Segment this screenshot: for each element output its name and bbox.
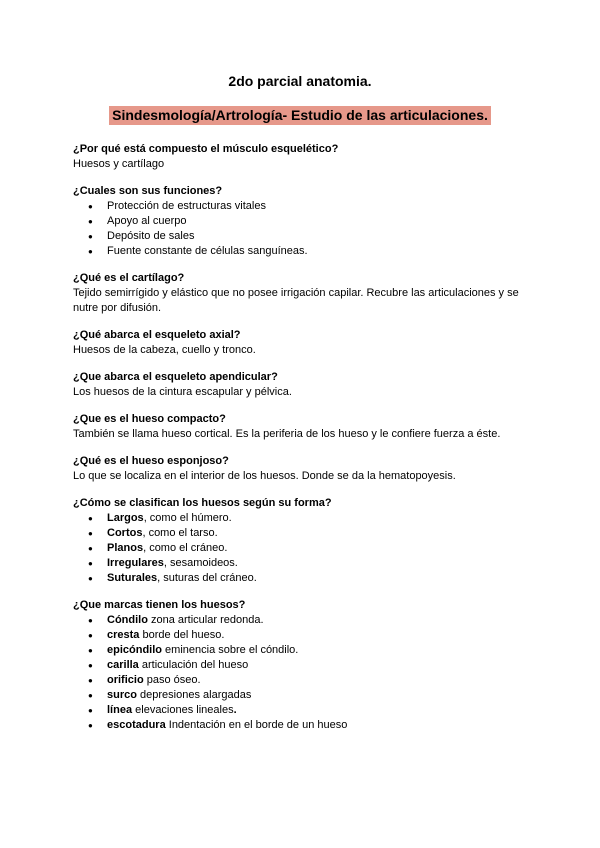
bold-term: Cortos <box>107 527 143 539</box>
bold-term: surco <box>107 689 137 701</box>
bold-term: orificio <box>107 674 144 686</box>
term-description: , como el húmero. <box>143 512 232 524</box>
bullet-list <box>73 199 543 259</box>
qa-section <box>73 184 543 259</box>
term-description: Indentación en el borde de un hueso <box>165 719 348 731</box>
list-item <box>107 556 543 571</box>
subtitle-container <box>0 106 600 125</box>
qa-section <box>73 412 543 442</box>
list-item <box>107 718 543 733</box>
bold-term: escotadura <box>107 719 166 731</box>
list-item <box>107 688 543 703</box>
question-heading: ¿Qué abarca el esqueleto axial? <box>73 329 241 341</box>
bold-term: línea <box>107 704 133 716</box>
answer-text: Lo que se localiza en el interior de los huesos. Donde se da la hematopoyesis. <box>73 470 456 482</box>
list-item <box>107 511 543 526</box>
list-item: ● Depósito de sales <box>107 229 543 244</box>
question-heading: ¿Qué es el hueso esponjoso? <box>73 455 229 467</box>
question-heading: ¿Cuales son sus funciones? <box>73 185 223 197</box>
bold-term: Irregulares <box>107 557 164 569</box>
term-description: , como el tarso. <box>142 527 218 539</box>
qa-section <box>73 142 543 172</box>
list-item: ● Protección de estructuras vitales <box>107 199 543 214</box>
question-heading: ¿Por qué está compuesto el músculo esquelético? <box>73 143 339 155</box>
term-description: elevaciones lineales <box>132 704 234 716</box>
bullet-list <box>73 511 543 586</box>
list-item: ● Apoyo al cuerpo <box>107 214 543 229</box>
qa-section <box>73 328 543 358</box>
qa-section <box>73 598 543 733</box>
answer-text: Los huesos de la cintura escapular y pélvica. <box>73 386 292 398</box>
highlighted-subtitle: Sindesmología/Artrología- Estudio de las articulaciones. <box>109 106 491 125</box>
question-heading: ¿Que abarca el esqueleto apendicular? <box>73 371 278 383</box>
list-item <box>107 658 543 673</box>
question-heading: ¿Que marcas tienen los huesos? <box>73 599 246 611</box>
question-heading: ¿Qué es el cartílago? <box>73 272 185 284</box>
list-item <box>107 673 543 688</box>
question-heading: ¿Que es el hueso compacto? <box>73 413 226 425</box>
answer-text: Huesos y cartílago <box>73 158 165 170</box>
answer-text: También se llama hueso cortical. Es la periferia de los hueso y le confiere fuerza a éste. <box>73 428 501 440</box>
list-item <box>107 541 543 556</box>
notes-content <box>73 142 543 745</box>
bold-period: . <box>233 704 237 716</box>
list-item <box>107 526 543 541</box>
term-description: depresiones alargadas <box>136 689 252 701</box>
question-heading: ¿Cómo se clasifican los huesos según su forma? <box>73 497 332 509</box>
qa-section <box>73 370 543 400</box>
list-item <box>107 703 543 718</box>
bold-term: epicóndilo <box>107 644 162 656</box>
list-item <box>107 571 543 586</box>
answer-text: Huesos de la cabeza, cuello y tronco. <box>73 344 256 356</box>
term-description: eminencia sobre el cóndilo. <box>162 644 299 656</box>
term-description: borde del hueso. <box>139 629 225 641</box>
list-item: ● Fuente constante de células sanguíneas. <box>107 244 543 259</box>
bold-term: Suturales <box>107 572 158 584</box>
term-description: zona articular redonda. <box>147 614 264 626</box>
bold-term: Planos <box>107 542 144 554</box>
page-title: 2do parcial anatomia. <box>228 73 372 89</box>
qa-section <box>73 496 543 586</box>
answer-text: Tejido semirrígido y elástico que no posee irrigación capilar. Recubre las articulaciones y se nutre por difusión. <box>73 287 519 314</box>
bold-term: Cóndilo <box>107 614 148 626</box>
list-item <box>107 613 543 628</box>
bold-term: cresta <box>107 629 140 641</box>
term-description: articulación del hueso <box>138 659 249 671</box>
term-description: , sesamoideos. <box>163 557 238 569</box>
list-item <box>107 643 543 658</box>
bold-term: carilla <box>107 659 139 671</box>
bold-term: Largos <box>107 512 144 524</box>
term-description: , suturas del cráneo. <box>157 572 257 584</box>
list-item <box>107 628 543 643</box>
qa-section <box>73 454 543 484</box>
term-description: , como el cráneo. <box>143 542 228 554</box>
qa-section <box>73 271 543 316</box>
bullet-list <box>73 613 543 733</box>
term-description: paso óseo. <box>143 674 201 686</box>
